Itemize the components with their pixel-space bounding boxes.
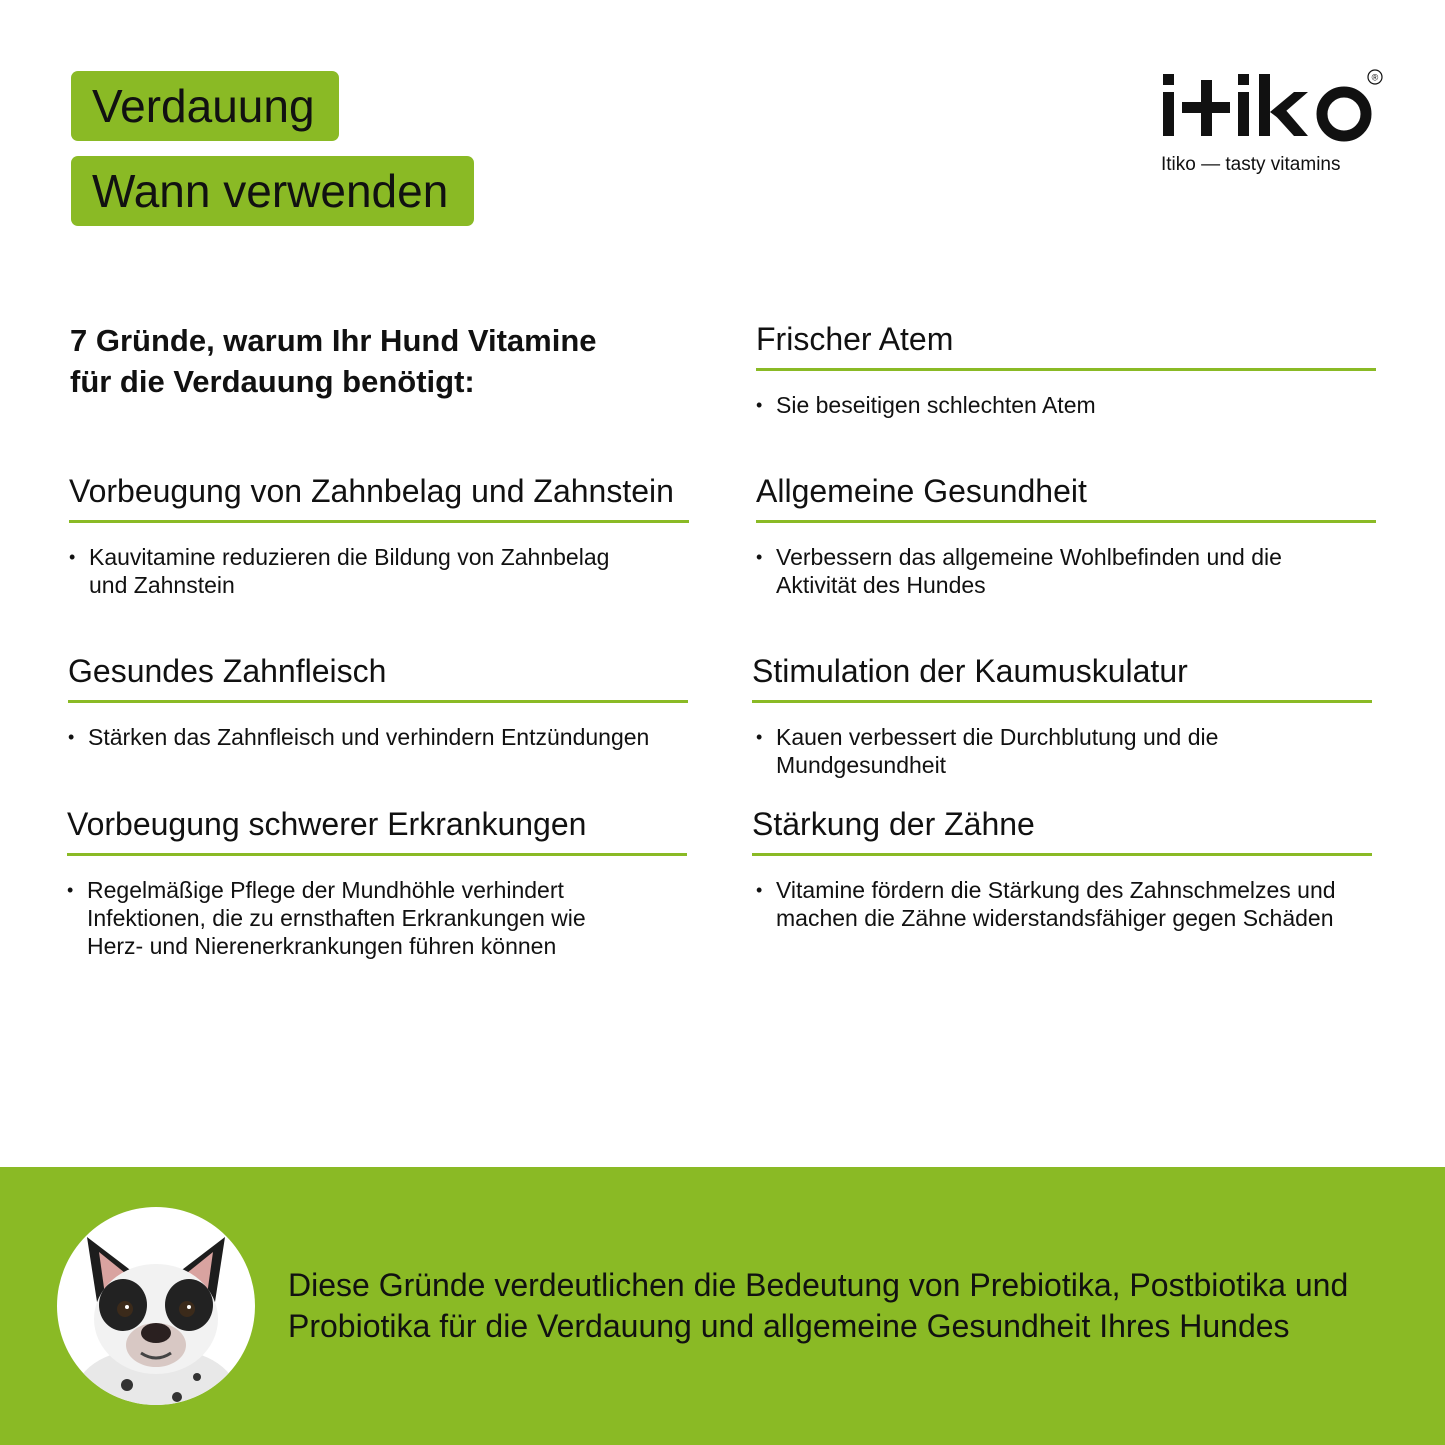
section-title: Gesundes Zahnfleisch — [68, 651, 688, 703]
section-bullets — [752, 876, 1372, 932]
brand-logo — [1158, 66, 1388, 181]
section-title: Vorbeugung schwerer Erkrankungen — [67, 804, 687, 856]
bullet-item: • Vitamine fördern die Stärkung des Zahnschmelzes und machen die Zähne widerstandsfähiger gegen Schäden — [756, 876, 1341, 932]
svg-text:®: ® — [1371, 72, 1379, 83]
section-teeth-strength — [752, 804, 1372, 932]
section-title: Allgemeine Gesundheit — [756, 471, 1376, 523]
section-title: Vorbeugung von Zahnbelag und Zahnstein — [69, 471, 689, 523]
category-tag: Verdauung — [71, 71, 339, 141]
section-title: Frischer Atem — [756, 319, 1376, 371]
section-bullets — [68, 723, 688, 751]
intro-line-1: 7 Gründe, warum Ihr Hund Vitamine — [70, 323, 597, 358]
bullet-item: • Kauen verbessert die Durchblutung und die Mundgesundheit — [756, 723, 1296, 779]
dog-photo — [57, 1207, 255, 1405]
section-chewing-muscles — [752, 651, 1372, 779]
bullet-item: • Sie beseitigen schlechten Atem — [756, 391, 1376, 419]
bullet-item: • Verbessern das allgemeine Wohlbefinden und die Aktivität des Hundes — [756, 543, 1336, 599]
footer-summary: Diese Gründe verdeutlichen die Bedeutung von Prebiotika, Postbiotika und Probiotika für die Verdauung und allgemeine Gesundheit Ihres Hundes — [288, 1267, 1349, 1344]
bullet-item: • Kauvitamine reduzieren die Bildung von Zahnbelag und Zahnstein — [69, 543, 649, 599]
section-title: Stärkung der Zähne — [752, 804, 1372, 856]
french-bulldog-icon — [57, 1207, 255, 1405]
section-gums — [68, 651, 688, 751]
section-fresh-breath — [756, 319, 1376, 419]
section-bullets — [756, 543, 1376, 599]
section-serious-diseases — [67, 804, 687, 960]
intro-heading — [70, 320, 690, 402]
usage-tag: Wann verwenden — [71, 156, 474, 226]
section-title: Stimulation der Kaumuskulatur — [752, 651, 1372, 703]
section-bullets — [756, 391, 1376, 419]
itiko-logo-icon — [1158, 66, 1388, 146]
section-general-health — [756, 471, 1376, 599]
section-bullets — [69, 543, 689, 599]
section-bullets — [752, 723, 1372, 779]
bullet-item: • Regelmäßige Pflege der Mundhöhle verhindert Infektionen, die zu ernsthaften Erkrankungen wie Herz- und Nierenerkrankungen führen können — [67, 876, 647, 960]
section-plaque — [69, 471, 689, 599]
section-bullets — [67, 876, 687, 960]
logo-tagline: Itiko — tasty vitamins — [1161, 154, 1341, 175]
footer-banner — [0, 1167, 1445, 1445]
bullet-item: • Stärken das Zahnfleisch und verhindern Entzündungen — [68, 723, 688, 751]
intro-line-2: für die Verdauung benötigt: — [70, 364, 475, 399]
